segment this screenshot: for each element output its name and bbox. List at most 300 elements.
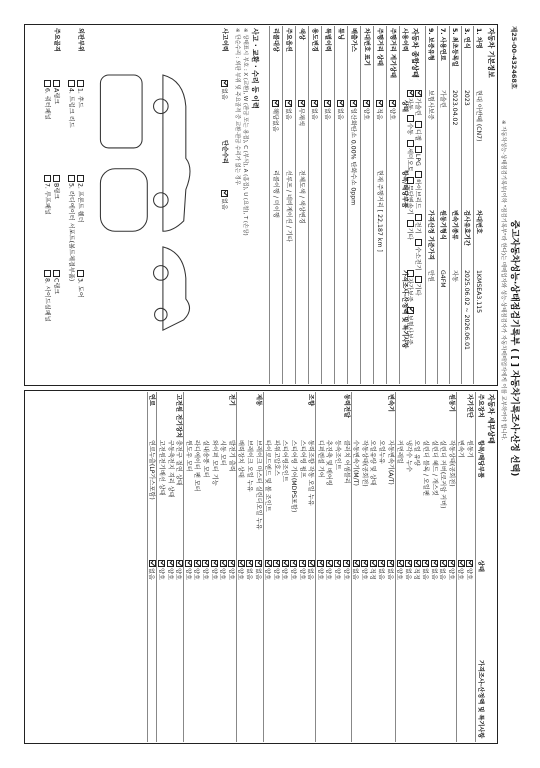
basic-label: 7. 사용연료: [439, 28, 446, 61]
checked-box: [364, 100, 371, 107]
checked-box: [255, 560, 262, 567]
detail-state-text: 적정: [368, 568, 376, 580]
detail-item-label: 냉각수 누수: [404, 440, 412, 472]
detail-item-label: 스티어링 펌프: [298, 440, 306, 478]
status-value-text: 양호: [388, 108, 396, 120]
fuel-option-label: 전기: [414, 221, 422, 234]
checked-box: [291, 560, 298, 567]
car-underbody: [100, 75, 142, 148]
empty-box: [54, 80, 61, 87]
detail-item-state: [447, 560, 455, 580]
frame-item: [44, 175, 52, 215]
detail-item-label: 스티어링 기어(MDPS포함): [290, 440, 297, 513]
status-row-divider: [334, 26, 335, 384]
basic-value: 2023.04.02: [451, 90, 458, 126]
detail-item-label: 구동축전지 격리 상태: [166, 440, 174, 498]
detail-item-state: [404, 560, 412, 580]
detail-state-text: 양호: [447, 568, 455, 580]
detail-item-state: [175, 560, 183, 580]
status-label: 주행거리 상태: [376, 28, 383, 67]
basic-label-2: 원동기형식: [439, 210, 446, 240]
frame-item: [44, 270, 52, 322]
empty-box: [416, 214, 423, 221]
checked-box: [405, 560, 412, 567]
detail-item-label: 실린더 헤드 / 개스킷: [430, 440, 438, 496]
detail-group-name: 동력전달: [342, 394, 350, 418]
status-row-divider: [269, 26, 270, 384]
frame-item: [44, 80, 52, 120]
checked-box: [440, 560, 447, 567]
checked-box: [247, 560, 254, 567]
outer-item: [77, 80, 85, 108]
checked-box: [351, 100, 358, 107]
checked-box: [167, 560, 174, 567]
detail-item-label: 파워고압호스: [272, 440, 280, 476]
detail-item-state: [457, 560, 465, 580]
status-label: 주요옵션: [285, 28, 292, 52]
detail-status-heading: 자동차 세부상태: [487, 394, 495, 444]
checked-box: [299, 100, 306, 107]
detail-item-state: [342, 560, 350, 580]
fuel-option-label: 가솔린: [414, 98, 422, 116]
checked-box: [149, 560, 156, 567]
status-label: 용도변경: [311, 28, 318, 52]
detail-item-state: [316, 560, 324, 580]
detail-item-label: 작동상태(공회전): [447, 440, 455, 487]
empty-box: [416, 121, 423, 128]
detail-state-text: 양호: [465, 568, 473, 580]
overall-status-heading: 자동차 종합상태: [411, 28, 419, 78]
detail-item-state: [219, 560, 227, 580]
detail-item-state: [202, 560, 210, 580]
frame-item-label: 6. 쿼터패널: [43, 88, 51, 120]
status-label: 리콜대상: [272, 28, 279, 52]
checked-box: [238, 560, 245, 567]
detail-item-label: 타이로드엔드 및 볼 조인트: [264, 440, 272, 512]
basic-row-divider: [449, 26, 450, 384]
detail-group-divider: [147, 392, 148, 742]
status-value: [298, 100, 306, 126]
status-value: [311, 100, 319, 120]
detail-state-text: 양호: [157, 568, 165, 580]
checked-box: [211, 560, 218, 567]
detail-item-label: 디퍼렌셜 기어: [316, 440, 324, 478]
empty-box: [69, 80, 76, 87]
detail-state-text: 양호: [210, 568, 218, 580]
checked-box: [265, 560, 272, 567]
fuel-option-label: 수소전기: [414, 246, 422, 271]
detail-state-text: 양호: [280, 568, 288, 580]
basic-row-divider: [425, 26, 426, 384]
detail-item-label: 와이퍼 모터 기능: [210, 440, 218, 486]
detail-item-state: [254, 560, 262, 580]
status-extra: 전체도색 / 색상변경: [298, 170, 305, 224]
detail-item-state: [352, 560, 360, 580]
detail-item-state: [158, 560, 166, 580]
detail-item-label: 윈도우 모터: [184, 440, 192, 472]
detail-state-text: 양호: [395, 568, 403, 580]
status-value-text: 없음: [310, 108, 318, 120]
detail-item-state: [237, 560, 245, 580]
checked-box: [282, 560, 289, 567]
detail-state-text: 양호: [333, 568, 341, 580]
basic-label: 3. 연식: [463, 28, 470, 49]
status-col-header: 상태: [401, 100, 408, 112]
checked-box: [299, 560, 306, 567]
checked-box: [312, 100, 319, 107]
checked-box: [353, 560, 360, 567]
empty-box: [54, 175, 61, 182]
form-notice: ※ 자동차성능·상태점검기록부(이하 "점검기록부"라 한다)는 매매업자와 성능·상태점검자가 자동차매매업자에게 이를 교부하여야 합니다.: [500, 120, 506, 441]
detail-group-divider: [395, 392, 396, 742]
detail-item-label: 오일 유량: [413, 440, 421, 466]
detail-item-label: 스티어링조인트: [281, 440, 289, 482]
frame-item: [53, 270, 61, 294]
status-row-divider: [295, 26, 296, 384]
status-value-text: 없음: [323, 108, 331, 120]
checked-box: [273, 560, 280, 567]
status-label: 특별이력: [324, 28, 331, 52]
status-row-divider: [308, 26, 309, 384]
fuel-option-label: LPG: [414, 153, 422, 166]
status-col-header: 가격조사·산정액 및 특기사항: [401, 270, 408, 349]
detail-item-label: 변속기: [457, 440, 465, 458]
checked-box: [325, 100, 332, 107]
accident-history-label: 사고이력: [221, 28, 228, 52]
detail-item-state: [193, 560, 201, 580]
transmission-option-label: 세미오토: [406, 147, 414, 172]
empty-box: [54, 270, 61, 277]
status-row-divider: [347, 26, 348, 384]
empty-box: [45, 175, 52, 182]
status-value-text: 일산화탄소 0.00% 탄화수소 0ppm: [349, 108, 357, 206]
checked-box: [159, 560, 166, 567]
empty-box: [416, 146, 423, 153]
warranty-option-label: 자가보증: [406, 278, 414, 302]
empty-box: [416, 276, 423, 283]
detail-state-text: 양호: [227, 568, 235, 580]
fuel-option-label: 기타: [414, 283, 422, 296]
transmission-option-label: 자동: [406, 98, 414, 110]
detail-group-name: 제동: [254, 394, 262, 406]
fuel-options: [415, 90, 423, 301]
checked-box: [308, 560, 315, 567]
status-col-header: 항목/해당부품: [401, 170, 408, 209]
frame-label: 주요골격: [53, 28, 60, 52]
detail-item-label: 클러치 어셈블리: [342, 440, 350, 484]
detail-state-text: 없음: [254, 568, 262, 580]
detail-group-divider: [156, 392, 157, 742]
detail-item-label: 배력장치 상태: [237, 440, 245, 478]
detail-state-text: 양호: [236, 568, 244, 580]
status-row-divider: [373, 26, 374, 384]
checked-box: [370, 560, 377, 567]
wheel-rear-left: [154, 193, 169, 208]
basic-label: 9. 보증유형: [427, 28, 434, 61]
status-row-divider: [282, 26, 283, 384]
detail-group-divider: [315, 392, 316, 742]
checked-box: [343, 560, 350, 567]
outer-item-label: 4. 트렁크 리드: [67, 88, 75, 128]
detail-item-state: [439, 560, 447, 580]
status-header-divider: [399, 26, 400, 384]
accident-history-value: 없음: [221, 80, 229, 100]
checked-box: [361, 560, 368, 567]
transmission-options: [407, 90, 415, 245]
fuel-option-label: 디젤: [414, 128, 422, 141]
empty-box: [408, 270, 415, 277]
detail-state-text: 양호: [201, 568, 209, 580]
frame-item: [53, 80, 61, 104]
status-value-text: 해당없음: [271, 108, 279, 132]
detail-state-text: 양호: [184, 568, 192, 580]
detail-item-state: [227, 560, 235, 580]
status-label: 튜닝: [337, 28, 344, 40]
status-label: 차대번호 표기: [363, 28, 370, 67]
detail-item-label: 자동변속기(A/T): [386, 440, 394, 485]
detail-state-text: 없음: [438, 568, 446, 580]
detail-item-label: 오일누유: [378, 440, 385, 464]
status-value: [350, 100, 358, 205]
checked-box: [423, 560, 430, 567]
detail-group-name: 연료: [148, 394, 156, 406]
checked-box: [458, 560, 465, 567]
detail-state-text: 없음: [147, 568, 155, 580]
basic-value-2: 자동: [451, 270, 458, 282]
basic-info-heading: 자동차 기본정보: [487, 28, 495, 78]
detail-item-state: [210, 560, 218, 580]
detail-group-name: 고전원 전기장치: [175, 394, 183, 438]
frame-item: [53, 175, 61, 199]
status-value-text: 무채색: [297, 108, 305, 126]
detail-item-state: [281, 560, 289, 580]
outer-item-label: 5. 라디에이터 서포트(볼트체결부품): [67, 183, 75, 282]
frame-item-label: 8. 사이드실패널: [43, 278, 51, 322]
detail-state-text: 양호: [360, 568, 368, 580]
outer-item: [77, 175, 85, 223]
status-value: [337, 100, 345, 120]
detail-item-label: 추진축 및 베어링: [325, 440, 333, 486]
detail-state-text: 양호: [192, 568, 200, 580]
detail-state-text: 양호: [342, 568, 350, 580]
empty-box: [408, 115, 415, 122]
status-value-text: 양호: [362, 108, 370, 120]
detail-col-header: 주요장치: [477, 394, 484, 418]
status-label: 주행거리 계기상태: [389, 28, 396, 78]
document-number: 제25-00-432468호: [510, 26, 518, 90]
outer-item: [77, 270, 85, 298]
detail-state-text: 양호: [289, 568, 297, 580]
status-value-text: 없음: [284, 108, 292, 120]
detail-group-divider: [456, 392, 457, 742]
detail-state-text: 없음: [421, 568, 429, 580]
detail-state-text: 없음: [245, 568, 253, 580]
checked-box: [377, 100, 384, 107]
detail-item-state: [166, 560, 174, 580]
empty-box: [69, 175, 76, 182]
basic-row-divider: [473, 26, 474, 384]
detail-item-state: [334, 560, 342, 580]
checked-box: [220, 560, 227, 567]
detail-item-state: [246, 560, 254, 580]
status-value: [376, 100, 384, 120]
detail-item-label: 커먼레일: [396, 440, 404, 464]
outer-item-label: 2. 프론트 휀더: [76, 183, 84, 223]
detail-state-text: 양호: [166, 568, 174, 580]
detail-state-text: 없음: [377, 568, 385, 580]
checked-box: [273, 100, 280, 107]
detail-state-text: 양호: [456, 568, 464, 580]
empty-box: [416, 239, 423, 246]
detail-item-label: 원동기: [466, 440, 473, 458]
status-value: [389, 100, 397, 120]
detail-item-state: [422, 560, 430, 580]
checked-box: [408, 307, 415, 314]
detail-state-text: 양호: [174, 568, 182, 580]
detail-group-name: 원동기: [447, 394, 455, 412]
outer-label: 외판부위: [77, 28, 84, 52]
detail-group-name: 자기진단: [466, 394, 473, 418]
checked-box: [414, 560, 421, 567]
checked-box: [431, 560, 438, 567]
outer-item: [68, 80, 76, 128]
detail-item-label: 등속조인트: [334, 440, 341, 470]
checked-box: [185, 560, 192, 567]
checked-box: [379, 560, 386, 567]
detail-state-text: 양호: [324, 568, 332, 580]
basic-label-2: 차대번호: [475, 210, 482, 234]
status-extra: 리콜이행 / 미이행: [272, 170, 279, 218]
status-label: 배출가스: [350, 28, 357, 52]
car-side-right: [163, 247, 190, 330]
detail-item-label: 발전기 출력: [227, 440, 235, 472]
detail-state-text: 없음: [404, 568, 412, 580]
outer-item: [68, 175, 76, 281]
basic-row-divider: [461, 26, 462, 384]
empty-box: [408, 140, 415, 147]
detail-item-label: 작동상태(공회전): [360, 440, 368, 487]
fuel-option-label: 하이브리드: [414, 178, 422, 209]
detail-state-text: 적정: [412, 568, 420, 580]
detail-item-label: 실린더 블록 / 오일팬: [422, 440, 429, 496]
detail-item-state: [430, 560, 438, 580]
empty-box: [408, 177, 415, 184]
checked-box: [408, 90, 415, 97]
status-extra: 선루프 / 네비게이션 / 기타: [285, 170, 292, 242]
empty-box: [45, 80, 52, 87]
form-title: 중고자동차성능·상태점검기록부 ( [ ] 자동차기록조사·산정 선택): [509, 220, 519, 477]
detail-item-state: [396, 560, 404, 580]
detail-item-label: 브레이크 마스터 실린더오일 누유: [254, 440, 262, 530]
status-row-divider: [360, 26, 361, 384]
rotated-form-page: [20, 20, 520, 748]
detail-item-label: 연료누출(LP가스포함): [148, 440, 156, 500]
empty-box: [408, 220, 415, 227]
frame-item-label: 7. 루프패널: [43, 183, 51, 215]
detail-item-label: 충전구 절연 상태: [175, 440, 183, 486]
checked-box: [448, 560, 455, 567]
simple-repair-label: 단순수리: [221, 140, 228, 164]
detail-group-divider: [263, 392, 264, 742]
detail-item-state: [369, 560, 377, 580]
detail-state-text: 양호: [218, 568, 226, 580]
detail-col-header: 가격조사·산정액 및 특기사항: [477, 660, 484, 739]
wheel-front-left: [154, 99, 169, 114]
wheel-rear-right: [155, 308, 168, 321]
checked-box: [397, 560, 404, 567]
detail-state-text: 양호: [272, 568, 280, 580]
basic-value-2: 1KMSEA3.115: [475, 270, 482, 314]
detail-state-text: 양호: [263, 568, 271, 580]
basic-value: 가솔린: [439, 90, 446, 108]
basic-value-2: 2025.06.02 ~ 2026.06.01: [463, 270, 470, 350]
checked-box: [228, 560, 235, 567]
detail-state-text: 없음: [306, 568, 314, 580]
accident-symbol-note: ※ 상태표시 부호 : X (교환), W (판금 또는 용접), C (부식), A (흠집), U (요철), T (손상): [242, 28, 248, 236]
transmission-option-label: 기타: [406, 227, 414, 240]
detail-item-state: [325, 560, 333, 580]
basic-label: 5. 최초등록일: [451, 28, 458, 67]
basic-row-divider: [437, 26, 438, 384]
frame-item-label: C랭크: [52, 278, 60, 295]
checked-box: [416, 90, 423, 97]
detail-item-state: [298, 560, 306, 580]
vehicle-diagram: [90, 40, 215, 360]
detail-item-state: [386, 560, 394, 580]
checked-box: [390, 100, 397, 107]
simple-repair-value: 없음: [221, 190, 229, 210]
checked-box: [194, 560, 201, 567]
detail-item-label: 라디에이터 팬 모터: [193, 440, 201, 492]
status-col-header: 사용이력: [401, 28, 408, 52]
detail-item-state: [264, 560, 272, 580]
detail-item-label: 동력조향 작동 오일 누유: [307, 440, 315, 506]
checked-box: [467, 560, 474, 567]
detail-item-state: [360, 560, 368, 580]
checked-box: [286, 100, 293, 107]
detail-item-label: 고전원전기배선 상태: [158, 440, 165, 496]
detail-item-label: 브레이크 오일 누유: [246, 440, 253, 492]
detail-item-label: 실린더 커버(로커암 커버): [439, 440, 447, 509]
accident-heading: 사고 · 교환 · 수리 등 이력: [251, 28, 259, 109]
detail-group-name: 전기: [227, 394, 235, 406]
basic-value: 현대 아반떼 (CN7): [475, 90, 482, 142]
checked-box: [203, 560, 210, 567]
detail-item-label: 시동 모터: [219, 440, 227, 466]
detail-item-label: 실내송풍 모터: [202, 440, 209, 478]
status-value-text: 적음: [375, 108, 383, 120]
detail-item-state: [378, 560, 386, 580]
detail-group-divider: [236, 392, 237, 742]
empty-box: [78, 270, 85, 277]
status-value: [272, 100, 280, 132]
empty-box: [78, 80, 85, 87]
detail-group-name: 변속기: [386, 394, 394, 412]
empty-box: [78, 175, 85, 182]
detail-item-label: 수동변속기(M/T): [352, 440, 360, 486]
car-top-view: [100, 169, 147, 232]
frame-item-label: A랭크: [52, 88, 60, 105]
checked-box: [326, 560, 333, 567]
status-row-divider: [386, 26, 387, 384]
detail-col-header: 항목/해당부품: [477, 440, 484, 479]
detail-state-text: 양호: [298, 568, 306, 580]
frame-item-label: B랭크: [52, 183, 60, 200]
detail-item-state: [413, 560, 421, 580]
checked-box: [176, 560, 183, 567]
detail-group-divider: [351, 392, 352, 742]
status-extra: 현재 주행거리 [ 22,187 km ]: [376, 170, 383, 252]
